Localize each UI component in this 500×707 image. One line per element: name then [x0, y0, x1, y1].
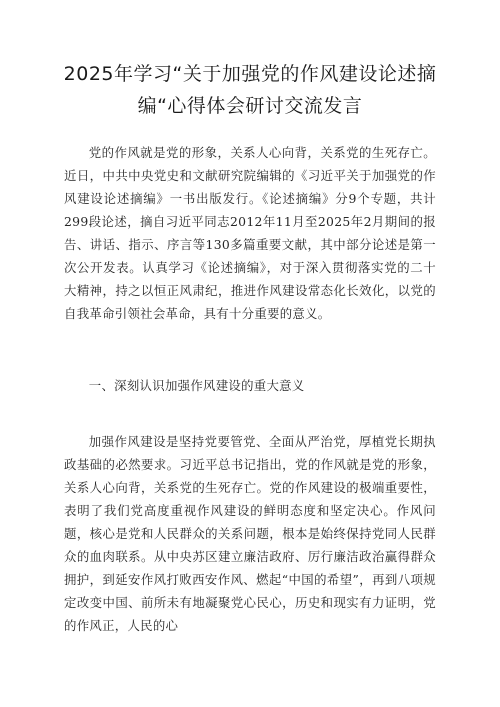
document-title: 2025年学习“关于加强党的作风建设论述摘编“心得体会研讨交流发言 [63, 63, 437, 117]
section-heading: 一、深刻认识加强作风建设的重大意义 [88, 378, 305, 393]
intro-paragraph: 党的作风就是党的形象，关系人心向背，关系党的生死存亡。近日，中共中央党史和文献研究院编辑的《习近平关于加强党的作风建设论述摘编》一书出版发行。《论述摘编》分9个专题，共计299段论述，摘自习近平同志2012年11月至2025年2月期间的报告、讲话、指示、序言等130多篇重要文献，其中部分论述是第一次公开发表。认真学习《论述摘编》，对于深入贯彻落实党的二十大精神，持之以恒正风肃纪，推进作风建设常态化长效化，以党的自我革命引领社会革命，具有十分重要的意义。 [64, 145, 436, 321]
body-paragraph: 加强作风建设是坚持党要管党、全面从严治党，厚植党长期执政基础的必然要求。习近平总书记指出，党的作风就是党的形象，关系人心向背，关系党的生死存亡。党的作风建设的极端重要性，表明了我们党高度重视作风建设的鲜明态度和坚定决心。作风问题，核心是党和人民群众的关系问题，根本是始终保持党同人民群众的血肉联系。从中央苏区建立廉洁政府、厉行廉洁政治赢得群众拥护，到延安作风打败西安作风、燃起“中国的希望”，再到八项规定改变中国、前所未有地凝聚党心民心，历史和现实有力证明，党的作风正，人民的心 [64, 434, 436, 633]
